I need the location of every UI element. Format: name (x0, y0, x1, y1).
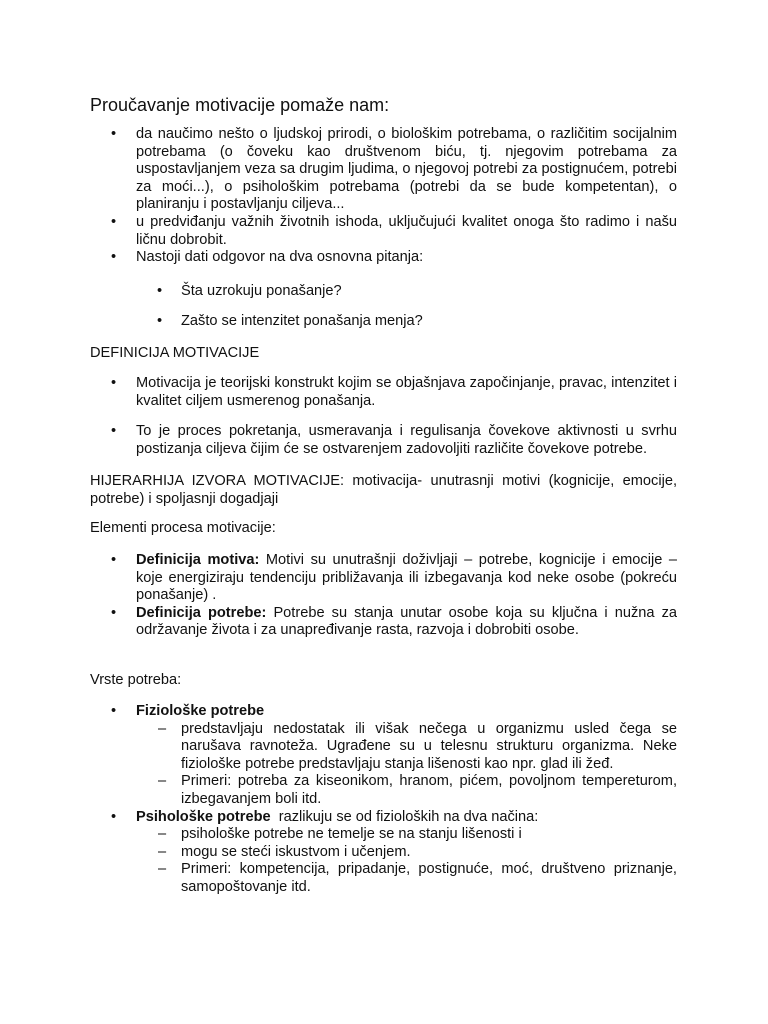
sub-list (136, 721, 677, 809)
question-text: Šta uzrokuju ponašanje? (181, 283, 342, 299)
term-label: Definicija motiva: (136, 552, 260, 568)
bullet-icon: • (111, 213, 117, 230)
sub-list (136, 826, 677, 896)
sub-list-item (136, 861, 677, 896)
needs-list (0, 703, 768, 897)
question-text: Zašto se intenzitet ponašanja menja? (181, 312, 423, 329)
term-definition: Potrebe su stanja unutar osobe koja su ključna i nužna za održavanje života i za unapređivanje rasta, razvoja i dobrobiti osobe. (136, 604, 678, 639)
list-item (0, 605, 677, 640)
list-item (0, 214, 677, 249)
definition-list (0, 375, 768, 458)
list-item-text: da naučimo nešto o ljudskoj prirodi, o biološkim potrebama, o različitim socijalnim potrebama (o čoveku kao društvenom biću, tj. njegovim potrebama za uspostavljanjem veza sa drugim ljudima, o njegovoj potrebi za postignućem, potrebi za moći...), o psihološkim potrebama (potrebi da se bude kompetentan), o planiranju i postavljanju ciljeva... (136, 126, 677, 213)
sub-list-text: predstavljaju nedostatak ili višak nečega u organizmu usled čega se narušava ravnoteža. Ugrađene su u telesnu strukturu organizma. Neke fiziološke potrebe predstavljaju stanja lišenosti kao npr. glad ili žeđ. (181, 720, 677, 772)
list-item-text: To je proces pokretanja, usmeravanja i regulisanja čovekove aktivnosti u svrhu postizanja ciljeva čijim će se ostvarenjem zadovoljiti različite čovekove potrebe. (136, 423, 677, 457)
bullet-icon: • (111, 375, 117, 391)
list-item (0, 313, 677, 331)
term-definition: Motivi su unutrašnji doživljaji – potrebe, kognicije i emocije – koje energiziraju tendenciju približavanja ili izbegavanja kod neke osobe (pokreću ponašanje) . (136, 552, 677, 604)
bullet-icon: • (157, 283, 163, 299)
sub-list-item (136, 844, 677, 862)
bullet-icon: • (111, 423, 117, 440)
term-definition: razlikuju se od fizioloških na dva načina: (270, 808, 539, 825)
hierarchy-paragraph: HIJERARHIJA IZVORA MOTIVACIJE: motivacija- unutrasnji motivi (kognicije, emocije, potrebe) i spoljasnji dogadjaji (90, 473, 677, 507)
list-item (0, 249, 677, 267)
list-item (0, 375, 677, 410)
list-item (0, 809, 677, 897)
term-label: Definicija potrebe: (136, 604, 267, 621)
elements-list (0, 552, 768, 640)
list-item-text: u predviđanju važnih životnih ishoda, uključujući kvalitet onoga što radimo i našu ličnu dobrobit. (136, 213, 677, 248)
bullet-icon: • (111, 703, 117, 719)
bullet-icon: • (111, 126, 117, 142)
list-item-text: Motivacija je teorijski konstrukt kojim se objašnjava započinjanje, pravac, intenzitet i kvalitet ciljem usmerenog ponašanja. (136, 375, 677, 409)
bullet-icon: • (157, 312, 163, 329)
intro-list (0, 126, 768, 267)
section-heading: Elementi procesa motivacije: (90, 520, 276, 536)
list-item (0, 423, 677, 458)
bullet-icon: • (111, 808, 117, 825)
term-label: Psihološke potrebe (136, 808, 271, 825)
questions-list (0, 283, 768, 330)
bullet-icon: • (111, 249, 117, 266)
dash-icon: – (158, 826, 167, 843)
section-heading: Vrste potreba: (90, 672, 182, 688)
section-heading: DEFINICIJA MOTIVACIJE (90, 345, 260, 361)
bullet-icon: • (111, 552, 117, 568)
sub-list-item (136, 773, 677, 808)
sub-list-item (136, 721, 677, 774)
list-item (0, 703, 677, 809)
bullet-icon: • (111, 604, 117, 621)
list-item (0, 552, 677, 605)
sub-list-text: mogu se steći iskustvom i učenjem. (181, 843, 411, 860)
list-item (0, 283, 677, 301)
list-item (0, 126, 677, 214)
sub-list-text: Primeri: kompetencija, pripadanje, postignuće, moć, društveno priznanje, samopoštovanje itd. (181, 861, 677, 895)
list-item-text: Nastoji dati odgovor na dva osnovna pitanja: (136, 249, 424, 266)
dash-icon: – (158, 773, 167, 790)
sub-list-item (136, 826, 677, 844)
page-title: Proučavanje motivacije pomaže nam: (90, 95, 390, 115)
dash-icon: – (158, 843, 167, 860)
dash-icon: – (158, 720, 167, 737)
sub-list-text: Primeri: potreba za kiseonikom, hranom, pićem, povoljnom tempereturom, izbegavanjem boli itd. (181, 773, 677, 807)
term-label: Fiziološke potrebe (136, 703, 265, 719)
sub-list-text: psihološke potrebe ne temelje se na stanju lišenosti i (181, 826, 522, 843)
dash-icon: – (158, 861, 167, 878)
